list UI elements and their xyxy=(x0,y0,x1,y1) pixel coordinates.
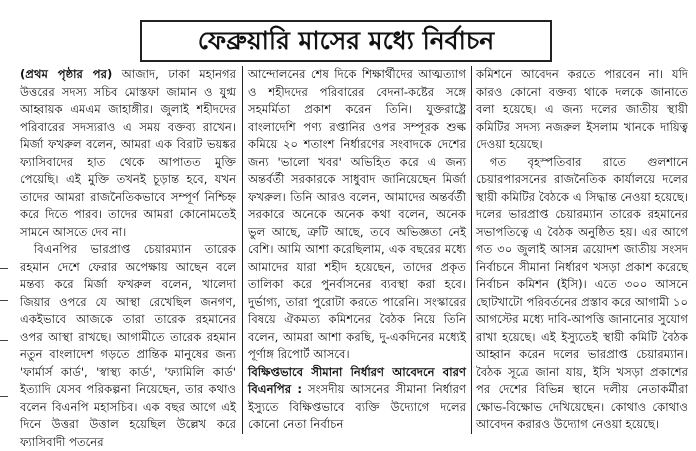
paragraph: গত বৃহস্পতিবার রাতে গুলশানে চেয়ারপারসনের রাজনৈতিক কার্যালয়ে দলের স্থায়ী কমিটির বৈঠকে এ সিদ্ধান্ত নেওয়া হয়েছে। দলের ভারপ্রাপ্ত চেয়ারম্যান তারেক রহমানের সভাপতিত্বে এ বৈঠক অনুষ্ঠিত হয়। এর আগে গত ৩০ জুলাই আসন্ন ত্রয়োদশ জাতীয় সংসদ নির্বাচনে সীমানা নির্ধারণ খসড়া প্রকাশ করেছে নির্বাচন কমিশন (ইসি)। এতে ৩০০ আসনে ছোটখাটো পরিবর্তনের প্রস্তাব করে আগামী ১০ আগস্টের মধ্যে দাবি-আপত্তি জানানোর সুযোগ রাখা হয়েছে। এই ইস্যুতেই স্থায়ী কমিটি বৈঠক আহ্বান করেন দলের ভারপ্রাপ্ত চেয়ারম্যান। বৈঠক সূত্রে জানা যায়, ইসি খসড়া প্রকাশের পর দেশের বিভিন্ন স্থানে দলীয় নেতাকর্মীরা ক্ষোভ-বিক্ষোভ দেখিয়েছেন। কোথাও কোথাও আবেদন করারও উদ্যোগ নেওয়া হয়েছে। xyxy=(476,154,688,431)
article-column-3 xyxy=(476,66,688,434)
article-column-1 xyxy=(20,66,236,449)
page-edge-mark xyxy=(0,340,8,341)
paragraph: আন্দোলনের শেষ দিকে শিক্ষার্থীদের আত্মত্যাগ ও শহীদদের পরিবারের বেদনা-কষ্টের সঙ্গে সহমর্মিতা প্রকাশ করেন তিনি। যুক্তরাষ্ট্রে বাংলাদেশি পণ্য রপ্তানির ওপর সম্পূরক শুল্ক কমিয়ে ২০ শতাংশ নির্ধারণের সংবাদকে দেশের জন্য 'ভালো খবর' অভিহিত করে এ জন্য অন্তর্বর্তী সরকারকে সাধুবাদ জানিয়েছেন মির্জা ফখরুল। তিনি আরও বলেন, আমাদের অন্তর্বর্তী সরকারে অনেকে অনেক কথা বলেন, অনেক ভুল আছে, ত্রুটি আছে, তবে অভিজ্ঞতা নেই বেশি। আমি আশা করেছিলাম, এক বছরের মধ্যে আমাদের যারা শহীদ হয়েছেন, তাদের প্রকৃত তালিকা করে পুনর্বাসনের ব্যবস্থা করা হবে। দুর্ভাগ্য, তারা পুরোটা করতে পারেনি। সংস্কারের বিষয়ে ঐকমত্য কমিশনের বৈঠক নিয়ে তিনি বলেন, আমরা আশা করছি, দু-একদিনের মধ্যেই পূর্ণাঙ্গ রিপোর্ট আসবে। xyxy=(248,67,466,361)
page-edge-mark xyxy=(0,396,8,397)
paragraph: কমিশনে আবেদন করতে পারবেন না। যদি কারও কোনো বক্তব্য থাকে দলকে জানাতে বলা হয়েছে। এ জন্য দলের জাতীয় স্থায়ী কমিটির সদস্য নজরুল ইসলাম খানকে দায়িত্ব দেওয়া হয়েছে। xyxy=(476,67,688,151)
subheading: বিক্ষিপ্তভাবে সীমানা নির্ধারণ আবেদনে বারণ বিএনপির : xyxy=(248,364,466,396)
continuation-label: (প্রথম পৃষ্ঠার পর) xyxy=(20,67,113,81)
column-divider xyxy=(471,66,472,434)
column-divider xyxy=(242,66,243,434)
paragraph-text: আজাদ, ঢাকা মহানগর উত্তরের সদস্য সচিব মোস্তফা জামান ও যুগ্ম আহ্বায়ক এমএম জাহাঙ্গীর। জুলাই শহীদদের পরিবারের সদস্যরাও এ সময় বক্তব্য রাখেন। মির্জা ফখরুল বলেন, আমরা এক বিরাট ভয়ঙ্কর ফ্যাসিবাদের হাত থেকে আপাতত মুক্তি পেয়েছি। এই মুক্তি তখনই চূড়ান্ত হবে, যখন তাদের আমরা রাজনৈতিকভাবে সম্পূর্ণ নিশ্চিহ্ন করে দিতে পারব। তাদের আমরা কোনোমতেই সামনে আসতে দেব না। xyxy=(20,67,236,239)
headline: ফেব্রুয়ারি মাসের মধ্যে নির্বাচন xyxy=(140,20,552,62)
paragraph: বিএনপির ভারপ্রাপ্ত চেয়ারম্যান তারেক রহমান দেশে ফেরার অপেক্ষায় আছেন বলে মন্তব্য করে মির্জা ফখরুল বলেন, খালেদা জিয়ার ওপরে যে আস্থা রেখেছিল জনগণ, একইভাবে আজকে তারা তারেক রহমানের ওপর আস্থা রাখছে। আগামীতে তারেক রহমান নতুন বাংলাদেশ গড়তে প্রান্তিক মানুষের জন্য 'ফার্মার্স কার্ড', 'স্বাস্থ্য কার্ড', 'ফ্যামিলি কার্ড' ইত্যাদি যেসব পরিকল্পনা নিয়েছেন, তার কথাও বলেন বিএনপি মহাসচিব। এক বছর আগে এই দিনে উত্তরা উত্তাল হয়েছিল উল্লেখ করে ফ্যাসিবাদী পতনের xyxy=(20,242,236,449)
paragraph-text: সংসদীয় আসনের সীমানা নির্ধারণ ইস্যুতে বিক্ষিপ্তভাবে ব্যক্তি উদ্যোগে দলের কোনো নেতা নির্বাচন xyxy=(248,382,467,431)
paragraph xyxy=(20,66,236,241)
page-edge-mark xyxy=(0,268,8,269)
article-column-2 xyxy=(248,66,466,434)
paragraph xyxy=(248,364,466,434)
page-edge-mark xyxy=(0,300,8,301)
